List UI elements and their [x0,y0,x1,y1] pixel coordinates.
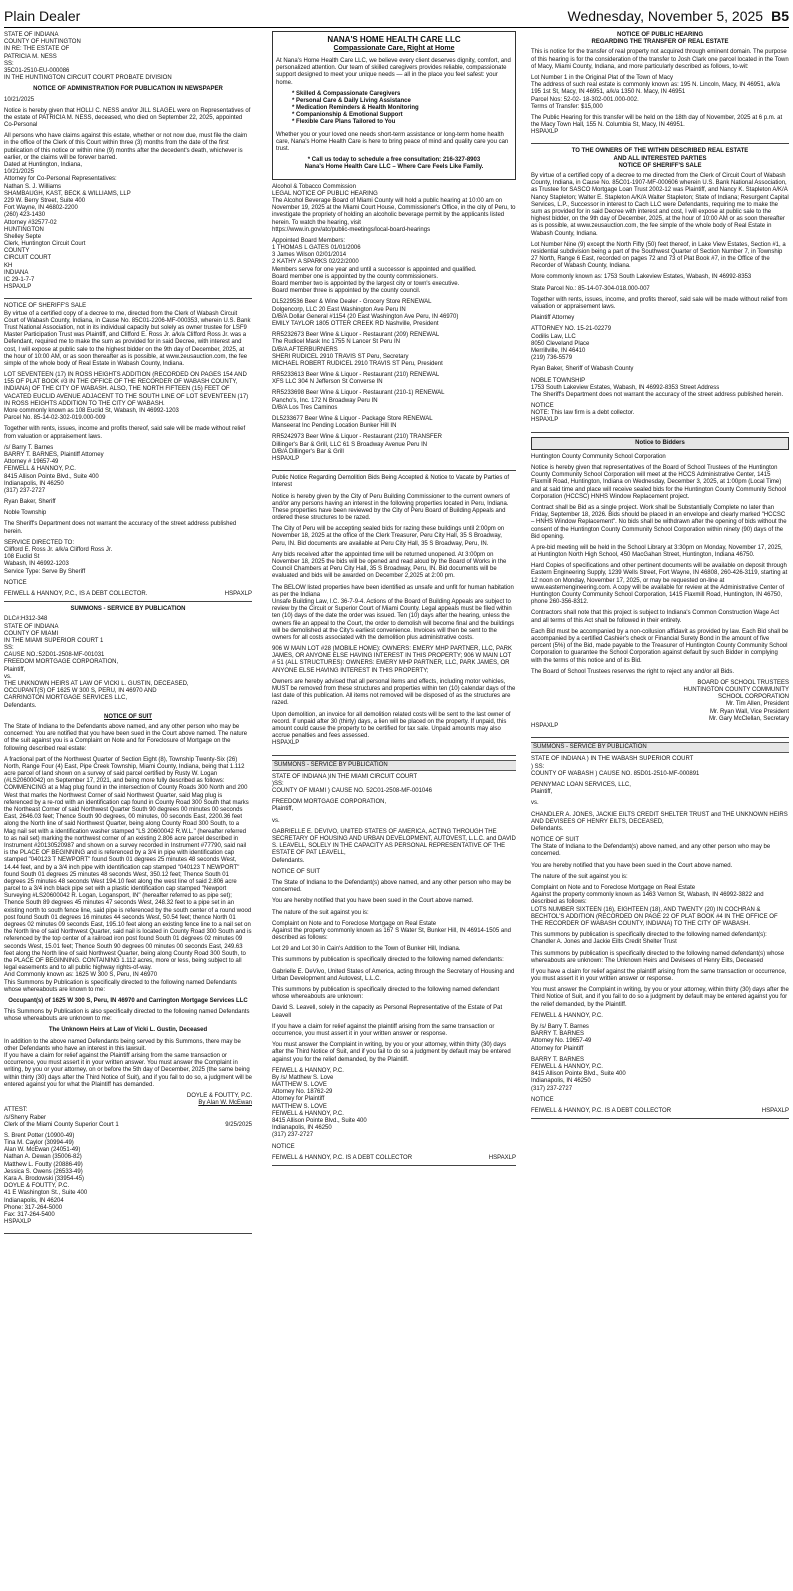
alcohol-permit-5: DL5233677 Beer Wine & Liquor - Package Store RENEWAL Manseerat Inc Pending Location Bunker Hill IN [272,416,433,430]
summons-3-body-1: PENNYMAC LOAN SERVICES, LLC, Plaintiff, [531,781,631,796]
page-number: B5 [771,8,789,24]
summons-3-body-2: vs. [531,800,539,807]
ad-call-to-action: * Call us today to schedule a free consultation: 216-327-8903 Nana's Home Health Care LLC – Where Care Feels Like Family. [304,157,484,171]
demolition-body-6: Owners are hereby advised that all personal items and effects, including motor vehicles, MUST be removed from these structures and properties within ten (10) calendar days of the last date of this publication. All items not removed will be disposed of as the structures are razed. [272,678,516,707]
demolition-body-1: Notice is hereby given by the City of Peru Building Commissioner to the current owners of and/or any persons having an interest in the following properties located in Peru, Indiana. These properties have been reviewed by the City of Peru Board of Building Appeals and ordered these structures to be razed. [272,493,510,522]
summons-2-body-2: vs. [272,817,280,824]
summons-body-3: This Summons by Publication is also specifically directed to the following named Defendants whose whereabouts are unknown to me: [4,1009,250,1023]
demolition-body-3: Any bids received after the appointed time will be returned unopened. At 3:00pm on November 18, 2025 the bids will be opened and read aloud by the Board of Works in the Council Chambers at Peru City Hall, 35 S Broadway, Peru, IN. Bid documents will be evaluated and bids will be awarded on December 2,2025 at 2:00 pm. [272,551,507,580]
summons-2-body-8: Complaint on Note and to Foreclose Mortgage on Real Estate Against the property commonly known as 167 S Water St, Bunker Hill, IN 46914-1505 and described as follows: [272,920,511,942]
summons-3-body-6: The nature of the suit against you is: [531,873,628,880]
summons-2-title: SUMMONS - SERVICE BY PUBLICATION [272,760,516,771]
stapleton-body-5: Together with rents, issues, income, and profits thereof, said sale will be made without relief from valuation or appraisement laws. [531,296,788,310]
macy-body-2: Lot Number 1 in the Original Plat of the Town of Macy The address of such real estate is commonly known as: 195 N. Lincoln, Macy, IN 46951, a/k/a 195 1st St, Macy, IN 46951, a/k/a 1350 N. Macy, IN 46951 Parcel Nos: 52-02- 18-302-001.000-002. Terms of Transfer: $15,000 [531,74,781,110]
demolition-title: Public Notice Regarding Demolition Bids Being Accepted & Notice to Vacate by Parties of Interest [272,475,510,489]
bidders-body-3: A pre-bid meeting will be held in the School Library at 3:30pm on Monday, November 17, 2025, at Huntington North High School, 450 MacGahan Street, Huntington, Indiana 46750. [531,544,783,559]
summons-2-body-1: FREEDOM MORTGAGE CORPORATION, Plaintiff, [272,799,387,813]
alcohol-body-2: Appointed Board Members: 1 THOMAS L GATES 01/01/2006 3 James Wilson 02/01/2014 2 KATHY A SPARKS 02/22/2000 Members serve for one year and until a successor is appointed and qualified. Board member one is appointed by the county commissioners. Board member two is appointed by the largest city or town's executive. Board member three is appointed by the county council. [272,237,477,295]
summons-attest: ATTEST: /s/Sherry Raber Clerk of the Miami County Superior Court 1 [4,1107,119,1128]
summons-2-body-6: You are hereby notified that you have been sued in the Court above named. [272,898,474,905]
stapleton-body-2: Lot Number Nine (9) except the North Fifty (50) feet thereof, in Lake View Estates, Section #1, a residential subdivision being a part of the Southwest Quarter of Section Number 7, in Township 27 North, Range 6 East, recorded on pages 72 and 73 of Plat Book #7, in the Office of the Recorder of Wabash County, Indiana. [531,241,786,270]
summons-wabash-superior [531,741,789,1119]
summons-known-defendants: Occupant(s) of 1625 W 300 S, Peru, IN 46970 and Carrington Mortgage Services LLC [8,997,248,1004]
ad-intro: At Nana's Home Health Care LLC, we believe every client deserves dignity, comfort, and personalized attention. Our team of skilled caregivers provides reliable, compassionate support designed to meet your unique needs — all in the place you feel safest: your home. [276,57,511,86]
summons-3-footer-left: FEIWELL & HANNOY, P.C. IS A DEBT COLLECTOR [531,1107,672,1114]
summons-3-footer [531,1108,789,1115]
sheriff-sale-body-5: Ryan Baker, Sheriff [4,499,56,506]
summons-2-footer-left: FEIWELL & HANNOY, P.C. IS A DEBT COLLECTOR [272,1154,413,1161]
summons-2-body-16: FEIWELL & HANNOY, P.C. By /s/ Matthew S. Love MATTHEW S. LOVE Attorney No. 18762-29 Attorney for Plaintiff MATTHEW S. LOVE FEIWELL & HANNOY, P.C. 8415 Allison Pointe Blvd., Suite 400 Indianapolis, IN 46250 (317) 237-2727 [272,1067,367,1139]
summons-miami-circuit [272,759,516,1166]
ad-body: Whether you or your loved one needs short-term assistance or long-term home health care, Nana's Home Health Care is here to bring peace of mind and quality care you can trust. [276,131,509,153]
summons-2-body-7: The nature of the suit against you is: [272,909,369,916]
ad-subtitle: Compassionate Care, Right at Home [333,44,455,52]
paper-name: Plain Dealer [4,8,81,24]
column-3 [531,31,789,1587]
summons-attest-date: 9/25/2025 [225,1121,252,1128]
summons-body-4: In addition to the above named Defendants being served by this Summons, there may be other Defendants who have an interest in this lawsuit. If you have a claim for relief against the Plaintiff arising from the same transaction or occurrence, you must assert it in your written answer. You must answer the Complaint in writing, by you or your attorney, on or before the 5th day of December, 2025 (the same being within thirty (30) days after the Third Notice of Suit), and if you fail to do so, a judgment will be entered against you for what the Plaintiff has demanded. [4,1038,252,1088]
estate-notice [4,31,252,299]
summons-2-body-10: This summons by publication is specifically directed to the following named defendants: [272,957,504,964]
macy-body-1: This is notice for the transfer of real property not acquired through eminent domain. The purpose of this hearing is for the consideration of the transfer to Josh Clark one parcel located in the Town of Macy, Miami County, Indiana, and more particularly described as follows, to-wit: [531,49,789,70]
stapleton-body-1: By virtue of a certified copy of a decree to me directed from the Clerk of Circuit Court of Wabash County, Indiana, in Cause No. 85C01-1907-MF-000606 wherein U.S. Bank National Association, as Trustee for SASCO Mortgage Loan Trust 2002-12 was Plaintiff, and Nancy K. Stapleton A/K/A Nancy Stapleton; Walter E. Stapleton A/K/A Walter Stapleton; State of Indiana; Resurgent Capital Services, L.P., Successor in interest to Cach LLC were Defendants, requiring me to make the sum as provided for in said Decree with interest and cost, I will expose at public sale to the highest bidder, on the 9th day of December, 2025, at the hour of 10:00 AM or as soon thereafter as is possible, at www.zeusauction.com, the fee simple of the whole body of Real Estate in Wabash County, Indiana. [531,173,789,237]
summons-2-body-17: NOTICE [272,1143,295,1150]
bidders-body-1: Notice is hereby given that representatives of the Board of School Trustees of the Huntington County Community School Corporation will meet at the HCCS Administrative Center, 1415 Flaxmill Road, Huntington, Indiana on Wednesday, December 3, 2025, at 1:00pm (Local Time) and at said time and place will receive sealed bids for the Huntington County Community School Corporation (HCCSC) HNHS Window Replacement project. [531,465,787,500]
bidders-title: Notice to Bidders [531,437,789,450]
summons-3-caption: STATE OF INDIANA ) IN THE WABASH SUPERIOR COURT ) SS: COUNTY OF WABASH ) CAUSE NO. 85D01-2510-MF-000891 [531,756,700,777]
summons-3-footer-right: HSPAXLP [761,1107,789,1114]
stapleton-body-10: NOTICE NOTE: This law firm is a debt collector. HSPAXLP [531,403,635,424]
summons-3-body-5: You are hereby notified that you have been sued in the Court above named. [531,862,733,869]
summons-3-body-7: Complaint on Note and to Foreclose Mortgage on Real Estate Against the property commonly known as 1463 Vernon St, Wabash, IN 46992-3822 and described as follows: LOTS NUMBER SIXTEEN (16), EIGHTEEN (18), AND TWENTY (20) IN COCHRAN & BECHTOL'S ADDITION (RECORDED ON PAGE 22 OF PLAT BOOK #4 IN THE OFFICE OF THE RECORDER OF WABASH COUNTY, INDIANA) TO THE CITY OF WABASH. [531,885,778,927]
summons-3-body-13: By /s/ Barry T. Barnes BARRY T. BARNES Attorney No. 19657-49 Attorney for Plaintiff [531,1024,592,1052]
sheriff-sale-body-6: Noble Township [4,510,47,517]
summons-3-body-10: If you have a claim for relief against the plaintiff arising from the same transaction or occurrence, you must assert it in your written answer or response. [531,968,787,983]
summons-3-body-8: This summons by publication is specifically directed to the following named defendant(s): Chandler A. Jones and Jackie Eilts Credit Shelter Trust [531,932,767,946]
alcohol-permit-3: RR5233613 Beer Wine & Liquor - Restaurant (210) RENEWAL XFS LLC 304 N Jefferson St Converse IN [272,372,440,386]
summons-firm: DOYLE & FOUTTY, P.C. [186,1092,252,1099]
summons-body-2: A fractional part of the Northwest Quarter of Section Eight (8), Township Twenty-Six (26) North, Range Four (4) East, Pipe Creek Township, Miami County, Indiana, being that 1.112 acre parcel of land shown on a survey of said parcel certified by Rusty W. Logan (#LS20600042) on September 17, 2021, and being more fully described as follows: COMMENCING at a Mag plug found in the intersection of County Roads 300 North and 200 West that marks the Northwest Corner of said Northwest Quarter, said Mag plug is referenced by a re-rod with an identification cap found in County Road 300 South that marks the Northeast Corner of said Northwest Quarter South 90 degrees 00 minutes 00 seconds East, 2646.03 feet; Thence South 90 degrees, 00 minutes, 00 seconds East, 2200.36 feet along the North line of said Northwest Quarter, being along County Road 300 South, to a Mag nail set with a identification washer stamped "LS 20600042 R.W.L." (hereafter referred to as nail set) marking the northwest corner of an existing 2.806 acre parcel described in Instrument #20130520987 and shown on a survey recorded in Instrument #77790, said nail is the PLACE OF BEGINNING and is referenced by a 3/4 in pipe with identification cap stamped "040123 T NEWPORT" found South 01 degrees 25 minutes 48 seconds West, 14.44 feet, and by a 3/4 inch pipe with identification cap stamped "040123 T NEWPORT" found South 01 degrees 25 minutes 48 seconds West, 350.12 feet; Thence South 01 degrees 25 minutes 48 seconds West 194.10 feet along the west line of said 2.806 acre parcel to a 3/4 inch black pipe set with a plastic identification cap stamped "Newport Surveying #LS20600042 R. Logan, Logansport, IN" (hereafter referred to as pipe set); Thence South 89 degrees 45 minutes 47 seconds West, 248.32 feet to a pipe set in an existing north to south fence line, said pipe is referenced by the south center of a round wood post found South 01 degrees 16 minutes 44 seconds West, 50.54 feet; thence North 01 degrees 02 minutes 09 seconds East, 195.10 feet along an existing fence line to a nail set on the North line of said Northwest Quarter, said nail is located in County Road 300 South and is referenced by the top center of a railroad iron post found South 01 degrees 02 minutes 09 seconds West, 15.01 feet; Thence South 90 degrees 00 minutes 00 seconds East, 249.63 feet along the North line of said Northwest Quarter, being along County Road 300 South, to the PLACE OF BEGINNING. CONTAINING 1.112 acres, more or less, being subject to all legal easements and to all public highway rights-of-way. And Commonly known as: 1625 W 300 S, Peru, IN 46970 This Summons by Publication is specifically directed to the following named Defendants whose whereabouts are known to me: [4,756,252,993]
estate-title: NOTICE OF ADMINISTRATION FOR PUBLICATION IN NEWSPAPER [33,86,223,93]
alcohol-permit-2: RR5232673 Beer Wine & Liquor - Restaurant (209) RENEWAL The Rudicel Mask Inc 1755 N Lancer St Peru IN D/B/A AFTERBURNERS SHERI RUDICEL 2910 TRAVIS ST Peru, Secretary MICHAEL ROBERT RUDICEL 2910 TRAVIS ST Peru, President [272,332,443,367]
stapleton-body-6: Plaintiff Attorney [531,315,575,322]
summons-2-footer-right: HSPAXLP [488,1154,516,1161]
summons-2-body-12: This summons by publication is specifically directed to the following named defendant whose whereabouts are unknown: [272,987,500,1001]
bidders-tag: HSPAXLP [531,723,559,729]
ad-title: NANA'S HOME HEALTH CARE LLC [327,35,461,44]
alcohol-permit-4: RR5233698 Beer Wine & Liquor - Restaurant (210-1) RENEWAL Pancho's, Inc. 172 N Broadway Peru IN D/B/A Los Tres Caminos [272,390,445,411]
sheriff-sale-body-3: Together with rents, issues, income and profits thereof, said sale will be made without relief from valuation or appraisement laws. [4,426,246,440]
masthead-rule [4,27,789,28]
summons-3-body-14: BARRY T. BARNES FEIWELL & HANNOY, P.C. 8415 Allison Pointe Blvd., Suite 400 Indianapolis, IN 46250 (317) 237-2727 [531,1056,626,1092]
summons-firm-signer: By Alan W. McEwan [198,1100,252,1107]
demolition-body-4: The BELOW listed properties have been identified as unsafe and unfit for human habitation as per the Indiana Unsafe Building Law, I.C. 36-7-9-4. Actions of the Board of Building Appeals are subject to review by the Circuit or Superior Court of Miami County. Legal appeals must be filed within ten (10) days of the date the order was issued. Ten (10) days after the hearing, unless the owners file an appeal to the Court, the order to demolish will become final and the buildings will be demolished at the City's earliest convenience. Invoices will then be sent to the owners for all costs associated with the demolition plus administrative costs. [272,584,515,641]
sheriff-sale-footer-left: FEIWELL & HANNOY, P.C., IS A DEBT COLLECTOR. [4,590,148,597]
demolition-body-2: The City of Peru will be accepting sealed bids for razing these buildings until 2:00pm on November 18, 2025 at the office of the Clerk Treasurer, Peru City Hall, 35 S Broadway, Peru, IN. Bid documents are available at Peru City Hall, 35 S Broadway, Peru, IN. [272,526,505,547]
estate-body-1: Notice is hereby given that HOLLI C. NESS and/or JILL SLAGEL were on Representatives of the estate of PATRICIA M. NESS, deceased, who died on September 22, 2025, appointed Co-Personal [4,107,251,129]
summons-3-body-12: FEIWELL & HANNOY, P.C. [531,1012,603,1019]
summons-caption: DLC#:H312-348 STATE OF INDIANA COUNTY OF MIAMI IN THE MIAMI SUPERIOR COURT 1 SS: CAUSE NO.:52D01-2508-MF-001031 FREEDOM MORTGAGE CORPORATION, Plaintiff, vs. THE UNKNOWN HEIRS AT LAW OF VICKI L. GUSTIN, DECEASED, OCCUPANT(S) OF 1625 W 300 S, PERU, IN 46970 AND CARRINGTON MORTGAGE SERVICES LLC, Defendants. [4,616,189,709]
stapleton-body-7: ATTORNEY NO. 15-21-02279 Codilis Law, LLC 8050 Cleveland Place Merrillville, IN 46410 (219) 736-5579 [531,326,612,362]
column-1 [4,31,252,1587]
stapleton-body-4: State Parcel No.: 85-14-07-304-018.000-007 [531,285,650,292]
summons-2-body-3: GABRIELLE E. DEVIVO, UNITED STATES OF AMERICA, ACTING THROUGH THE SECRETARY OF HOUSING AND URBAN DEVELOPMENT, AUTOVEST, L.L.C. and DAVID S. LEAVELL, SOLELY IN THE CAPACITY AS PERSONAL REPRESENTATIVE OF THE ESTATE OF PAT LEAVELL, Defendants. [272,828,516,864]
bidders-body-2: Contract shall be Bid as a single project. Work shall be Substantially Complete no later than Friday, September 18, 2026. Bids should be placed in an envelope and clearly marked "HCCSC – HNHS Window Replacement". No bids shall be withdrawn after the opening of bids without the consent of the Huntington County Community School Corporation within ninety (90) days of the Bid opening. [531,504,787,540]
summons-2-footer [272,1155,516,1162]
summons-body-5: S. Brent Potter (10900-49) Tina M. Caylor (30994-49) Alan W. McEwan (24051-49) Nathan A. Dewan (35006-82) Matthew L. Foutty (20886-49) Jessica S. Owens (26533-49) Kara A. Brodowski (33954-45) DOYLE & FOUTTY, P.C. 41 E Washington St., Suite 400 Indianapolis, IN 46204 Phone: 317-264-5000 Fax: 317-264-5400 HSPAXLP [4,1132,88,1226]
demolition-bids-notice [272,474,516,755]
stapleton-title: TO THE OWNERS OF THE WITHIN DESCRIBED REAL ESTATE AND ALL INTERESTED PARTIES NOTICE OF SHERIFF'S SALE [571,148,749,169]
issue-date: Wednesday, November 5, 2025 [567,8,764,24]
summons-3-body-11: You must answer the Complaint in writing, by you or your attorney, within thirty (30) days after the Third Notice of Suit, and if you fail to do so a judgment by default may be entered against you for the relief demanded, by the Plaintiff. [531,987,789,1008]
bidders-body-7: The Board of School Trustees reserves the right to reject any and/or all Bids. [531,668,735,675]
notice-to-bidders [531,436,789,739]
bidders-body-6: Each Bid must be accompanied by a non-collusion affidavit as provided by law. Each Bid shall be accompanied by a certified Cashier's check or Financial Surety Bond in the amount of five percent (5%) of the Bid, made payable to the Treasurer of Huntington County Community School Corporation to guarantee the School Corporation against default by such Bidder in complying with the terms of this notice and of its Bid. [531,628,789,664]
bidders-org: Huntington County Community School Corporation [531,453,666,460]
summons-2-body-11: Gabrielle E. DeVivo, United States of America, acting through the Secretary of Housing and Urban Development and Autovest, L.L.C. [272,968,515,982]
home-health-ad [272,31,516,180]
stapleton-body-3: More commonly known as: 1753 South Lakeview Estates, Wabash, IN 46992-8353 [531,274,752,281]
sheriff-sale-notice-ross [4,302,252,602]
summons-2-body-5: The State of Indiana to the Defendant(s) above named, and any other person who may be concerned. [272,879,512,894]
sheriff-sale-footer [4,591,252,598]
sheriff-sale-body-2: LOT SEVENTEEN (17) IN ROSS HEIGHTS ADDITION (RECORDED ON PAGES 154 AND 155 OF PLAT BOOK #3 IN THE OFFICE OF THE RECORDER OF WABASH COUNTY, INDIANA) OF THE CITY OF WABASH. ALSO, THE NORTH FIFTEEN (15) FEET OF VACATED EUCLID AVENUE ADJACENT TO THE SOUTH LINE OF LOT SEVENTEEN (17) IN ROSS HEIGHTS ADDITION TO THE CITY OF WABASH. More commonly known as 108 Euclid St, Wabash, IN 46992-1203 Parcel No. 85-14-02-302-019.000-009 [4,372,249,422]
summons-title: SUMMONS - SERVICE BY PUBLICATION [70,606,186,613]
summons-unknown-defendants: The Unknown Heirs at Law of Vicki L. Gustin, Deceased [48,1027,208,1034]
bidders-body-5: Contractors shall note that this project is subject to Indiana's Common Construction Wage Act and all terms of this Act shall be followed in their entirety. [531,610,780,624]
summons-2-body-4: NOTICE OF SUIT [272,868,320,875]
alcohol-permit-6: RR5242973 Beer Wine & Liquor - Restaurant (210) TRANSFER Dillinger's Bar & Grill, LLC 61 S Broadway Avenue Peru IN D/B/A Dillinger's Bar & Grill HSPAXLP [272,434,442,462]
summons-miami-superior [4,605,252,1234]
sheriff-sale-body-9: NOTICE [4,579,27,586]
summons-2-body-9: Lot 29 and Lot 30 in Cain's Addition to the Town of Bunker Hill, Indiana. [272,946,461,953]
demolition-body-5: 906 W MAIN LOT #28 (MOBILE HOME): OWNERS: EMERY MHP PARTNER, LLC, PARK JAMES, OR ANYONE ELSE HAVING INTEREST IN THIS PROPERTY; 906 W MAIN LOT # 51 (ALL STRUCTURES): OWNERS: EMERY MHP PARTNER, LLC, PARK JAMES, OR ANYONE ELSE HAVING INTEREST IN THIS PROPERTY; [272,646,512,674]
summons-2-body-15: You must answer the Complaint in writing, by you or your attorney, within thirty (30) days after the Third Notice of Suit, and if you fail to do so a judgment by default may be entered against you for the relief demanded, by the Plaintiff. [272,1042,511,1063]
summons-3-body-4: NOTICE OF SUIT The State of Indiana to the Defendant(s) above named, and any other person who may be concerned. [531,837,771,858]
summons-2-body-13: David S. Leavell, solely in the capacity as Personal Representative of the Estate of Pat Leavell [272,1005,503,1019]
summons-subtitle: NOTICE OF SUIT [104,713,152,720]
summons-3-title: SUMMONS - SERVICE BY PUBLICATION [531,742,789,753]
bidders-signature: BOARD OF SCHOOL TRUSTEES HUNTINGTON COUNTY COMMUNITY SCHOOL CORPORATION Mr. Tim Allen, President Mr. Ryan Wall, Vice President Mr. Gary McClellan, Secretary [683,679,789,722]
macy-body-3: The Public Hearing for this transfer will be held on the 18th day of November, 2025 at 6 p.m. at the Macy Town Hall, 155 N. Columbia St, Macy, IN 46951. HSPAXLP [531,114,783,136]
sheriff-sale-footer-right: HSPAXLP [224,590,252,597]
demolition-body-7: Upon demolition, an invoice for all demolition related costs will be sent to the last owner of record. If unpaid after 30 (thirty) days, a lien will be placed on the property. If unpaid, this amount could cause the property to be certified for tax sale. Unpaid amounts may also accrue penalties and fees assessed. HSPAXLP [272,711,511,747]
summons-body-1: The State of Indiana to the Defendants above named, and any other person who may be concerned: You are notified that you have been sued in the Court above named. The nature of the suit against you is a Complaint on Note and for Foreclosure of Mortgage on the following described real estate: [4,723,248,752]
summons-3-body-9: This summons by publication is specifically directed to the following named defendant(s) whose whereabouts are unknown: The Unknown Heirs and Devisees of Henry Eilts, Deceased [531,950,785,964]
summons-2-caption: STATE OF INDIANA )IN THE MIAMI CIRCUIT COURT )SS: COUNTY OF MIAMI ) CAUSE NO. 52C01-2508-MF-001046 [272,773,432,795]
sheriff-sale-body-8: SERVICE DIRECTED TO: Clifford E. Ross Jr. a/k/a Clifford Ross Jr. 108 Euclid St Wabash, IN 46992-1203 Service Type: Serve By Sheriff [4,539,113,575]
ad-bullets: * Skilled & Compassionate Caregivers * Personal Care & Daily Living Assistance * Medication Reminders & Health Monitoring * Companionship & Emotional Support * Flexible Care Plans Tailored to You [292,90,419,126]
alcohol-permit-1: DL5229536 Beer & Wine Dealer - Grocery Store RENEWAL Dolgencorp, LLC 20 East Washington Ave Peru IN D/B/A Dollar General #1154 (20 East Washington Ave Peru, IN 46970) EMILY TAYLOR 1805 OTTER CREEK RD Nashville, President [272,299,459,327]
alcohol-hearing-notice [272,183,516,472]
masthead [4,6,789,24]
bidders-body-4: Hard Copies of specifications and other pertinent documents will be available on deposit through Eastern Engineering Supply, 1239 Wells Street, Fort Wayne, IN 46808, 260-426-3119, starting at 12 noon on Monday, November 17, 2025, or may be requested on-line at www.easternengineering.com. A copy will be available for review at the Administrative Center of Huntington County Community School Corporation, 1415 Flaxmill Road, Huntington, IN 46750, phone 260-356-8312. [531,563,788,606]
stapleton-body-8: Ryan Baker, Sheriff of Wabash County [531,366,634,373]
macy-title: NOTICE OF PUBLIC HEARING REGARDING THE TRANSFER OF REAL ESTATE [591,32,729,46]
sheriff-sale-body-4: /s/ Barry T. Barnes BARRY T. BARNES, Plaintiff Attorney Attorney # 19657-49 FEIWELL & HANNOY, P.C. 8415 Allison Pointe Blvd., Suite 400 Indianapolis, IN 46250 (317) 237-2727 [4,444,104,494]
sheriff-sale-body-7: The Sheriff's Department does not warrant the accuracy of the street address published herein. [4,521,237,535]
sheriff-sale-body-1: By virtue of a certified copy of a decree to me, directed from the Clerk of Wabash Circuit Court of Wabash County, Indiana, in Cause No. 85C01-2206-MF-000353, wherein U.S. Bank Trust National Association, not in its individual capacity but solely as owner trustee for LSF9 Master Participation Trust was Plaintiff, and Clifford E. Ross Jr. a/k/a Clifford Ross Jr. was a Defendant, required me to make the sum as provided for in said Decree, with interest and cost, I will expose at public sale to the highest bidder on the 9th day of December, 2025, at the hour of 10:00 AM, or as soon thereafter as is possible, at www.zeusauction.com, the fee simple of the whole body of Real Estate in Wabash County, Indiana. [4,310,251,367]
summons-2-body-14: If you have a claim for relief against the plaintiff arising from the same transaction or occurrence, you must assert it in your written answer or response. [272,1023,495,1037]
issue-date-and-page [567,8,789,24]
summons-3-body-15: NOTICE [531,1096,554,1103]
estate-caption: STATE OF INDIANA COUNTY OF HUNTINGTON IN RE: THE ESTATE OF PATRICIA M. NESS SS: 35C01-2510-EU-000086 IN THE HUNTINGTON CIRCUIT COURT PROBATE DIVISION [4,32,172,82]
sheriff-sale-title: NOTICE OF SHERIFF'S SALE [4,303,87,310]
alcohol-body-1: Alcohol & Tobacco Commission LEGAL NOTICE OF PUBLIC HEARING The Alcohol Beverage Board of Miami County will hold a public hearing at 10:00 am on November 19, 2025 at the Miami Court House, Commissioner's Office, in the city of Peru, to investigate the propriety of holding an alcoholic beverage permit by the applicants listed herein. To watch the hearing, visit https://www.in.gov/atc/public-meetings/local-board-hearings [272,183,516,233]
column-2 [272,31,516,1587]
summons-attest-row [4,1107,252,1133]
stapleton-body-9: NOBLE TOWNSHIP 1753 South Lakeview Estates, Wabash, IN 46992-8353 Street Address The Sheriff's Department does not warrant the accuracy of the street address published herein. [531,377,784,398]
estate-date: 10/21/2025 [4,96,35,103]
estate-body-2: All persons who have claims against this estate, whether or not now due, must file the claim in the office of the Clerk of this Court within three (3) months from the date of the first publication of this notice or within nine (9) months after the decedent's death, whichever is earlier, or the claims will be forever barred. Dated at Huntington, Indiana, 10/21/2025 Attorney for Co-Personal Representatives: Nathan S. J. Williams SHAMBAUGH, KAST, BECK & WILLIAMS, LLP 229 W. Berry Street, Suite 400 Fort Wayne, IN 46802-2200 (260) 423-1430 Attorney #32577-02 HUNTINGTON Shelley Septe Clerk, Huntington Circuit Court COUNTY CIRCUIT COURT KH INDIANA IC 29-1-7-7 HSPAXLP [4,133,248,291]
macy-transfer-hearing [531,31,789,144]
sheriff-sale-notice-stapleton [531,147,789,432]
summons-3-body-3: CHANDLER A. JONES, JACKIE EILTS CREDIT SHELTER TRUST and THE UNKNOWN HEIRS AND DEVISEES OF HENRY EILTS, DECEASED, Defendants. [531,811,788,832]
